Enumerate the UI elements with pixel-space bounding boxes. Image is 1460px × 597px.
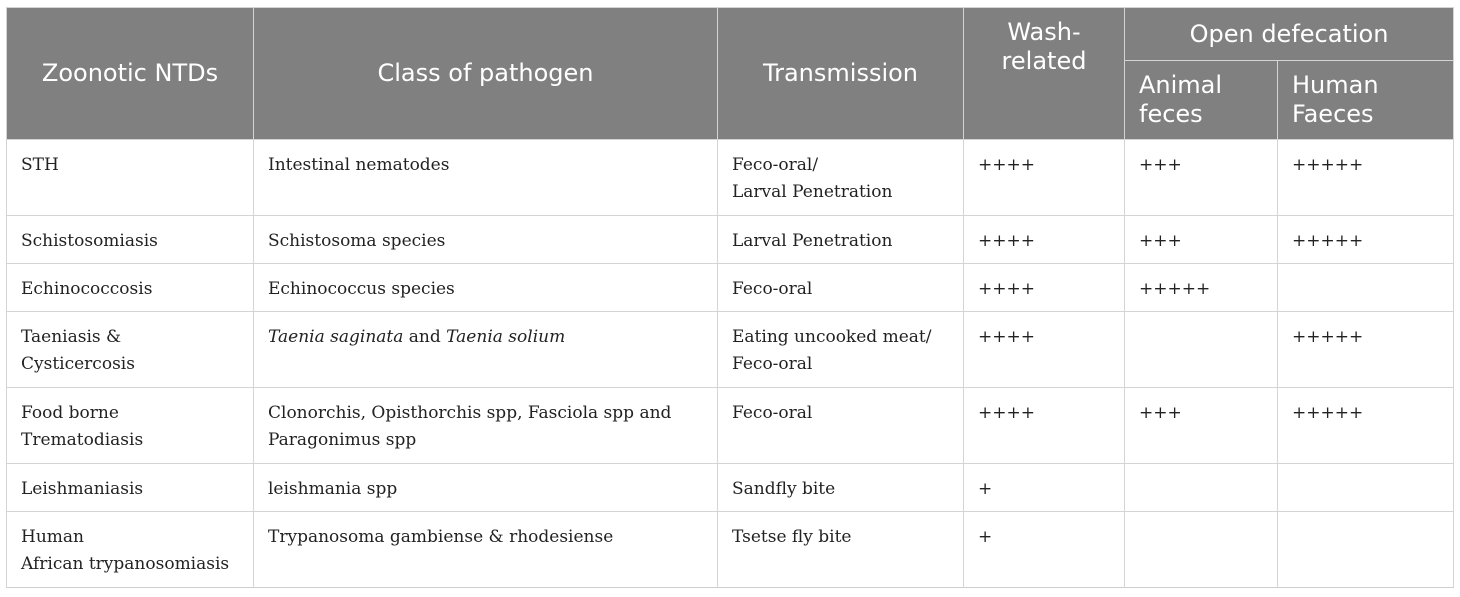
header-wash-related: Wash- related bbox=[964, 8, 1125, 140]
header-animal-feces: Animal feces bbox=[1125, 61, 1278, 140]
table-row bbox=[7, 264, 1454, 312]
cell-human bbox=[1278, 512, 1454, 588]
cell-wash: ++++ bbox=[964, 140, 1125, 216]
table-row bbox=[7, 464, 1454, 512]
cell-pathogen: Intestinal nematodes bbox=[254, 140, 718, 216]
table-row bbox=[7, 140, 1454, 216]
cell-transmission: Tsetse fly bite bbox=[718, 512, 964, 588]
cell-human: +++++ bbox=[1278, 216, 1454, 264]
cell-wash: ++++ bbox=[964, 264, 1125, 312]
cell-pathogen: Clonorchis, Opisthorchis spp, Fasciola spp and Paragonimus spp bbox=[254, 388, 718, 464]
cell-human: +++++ bbox=[1278, 388, 1454, 464]
cell-human: +++++ bbox=[1278, 312, 1454, 388]
cell-animal bbox=[1125, 512, 1278, 588]
header-transmission: Transmission bbox=[718, 8, 964, 140]
table-row bbox=[7, 388, 1454, 464]
cell-disease: STH bbox=[7, 140, 254, 216]
cell-wash: + bbox=[964, 512, 1125, 588]
cell-animal: +++ bbox=[1125, 388, 1278, 464]
header-open-defecation: Open defecation bbox=[1125, 8, 1454, 61]
table-row bbox=[7, 512, 1454, 588]
cell-disease: Schistosomiasis bbox=[7, 216, 254, 264]
table-body bbox=[7, 140, 1454, 588]
cell-wash: ++++ bbox=[964, 216, 1125, 264]
cell-wash: ++++ bbox=[964, 312, 1125, 388]
cell-transmission: Feco-oral bbox=[718, 388, 964, 464]
cell-disease: Leishmaniasis bbox=[7, 464, 254, 512]
cell-disease: Echinococcosis bbox=[7, 264, 254, 312]
cell-animal bbox=[1125, 464, 1278, 512]
cell-transmission: Feco-oral/ Larval Penetration bbox=[718, 140, 964, 216]
table-row bbox=[7, 312, 1454, 388]
cell-disease: Taeniasis & Cysticercosis bbox=[7, 312, 254, 388]
cell-disease: Human African trypanosomiasis bbox=[7, 512, 254, 588]
table-header bbox=[7, 8, 1454, 140]
cell-animal: +++ bbox=[1125, 216, 1278, 264]
cell-human bbox=[1278, 464, 1454, 512]
cell-transmission: Larval Penetration bbox=[718, 216, 964, 264]
cell-disease: Food borne Trematodiasis bbox=[7, 388, 254, 464]
cell-pathogen: Trypanosoma gambiense & rhodesiense bbox=[254, 512, 718, 588]
cell-transmission: Eating uncooked meat/ Feco-oral bbox=[718, 312, 964, 388]
table-row bbox=[7, 216, 1454, 264]
cell-transmission: Feco-oral bbox=[718, 264, 964, 312]
cell-animal bbox=[1125, 312, 1278, 388]
cell-wash: ++++ bbox=[964, 388, 1125, 464]
cell-pathogen: Schistosoma species bbox=[254, 216, 718, 264]
cell-human bbox=[1278, 264, 1454, 312]
cell-pathogen: Taenia saginata and Taenia solium bbox=[254, 312, 718, 388]
cell-human: +++++ bbox=[1278, 140, 1454, 216]
header-zoonotic-ntds: Zoonotic NTDs bbox=[7, 8, 254, 140]
header-human-faeces: Human Faeces bbox=[1278, 61, 1454, 140]
cell-pathogen: Echinococcus species bbox=[254, 264, 718, 312]
ntd-table bbox=[6, 7, 1454, 588]
cell-transmission: Sandfly bite bbox=[718, 464, 964, 512]
cell-animal: +++ bbox=[1125, 140, 1278, 216]
header-class-of-pathogen: Class of pathogen bbox=[254, 8, 718, 140]
cell-pathogen: leishmania spp bbox=[254, 464, 718, 512]
cell-animal: +++++ bbox=[1125, 264, 1278, 312]
cell-wash: + bbox=[964, 464, 1125, 512]
